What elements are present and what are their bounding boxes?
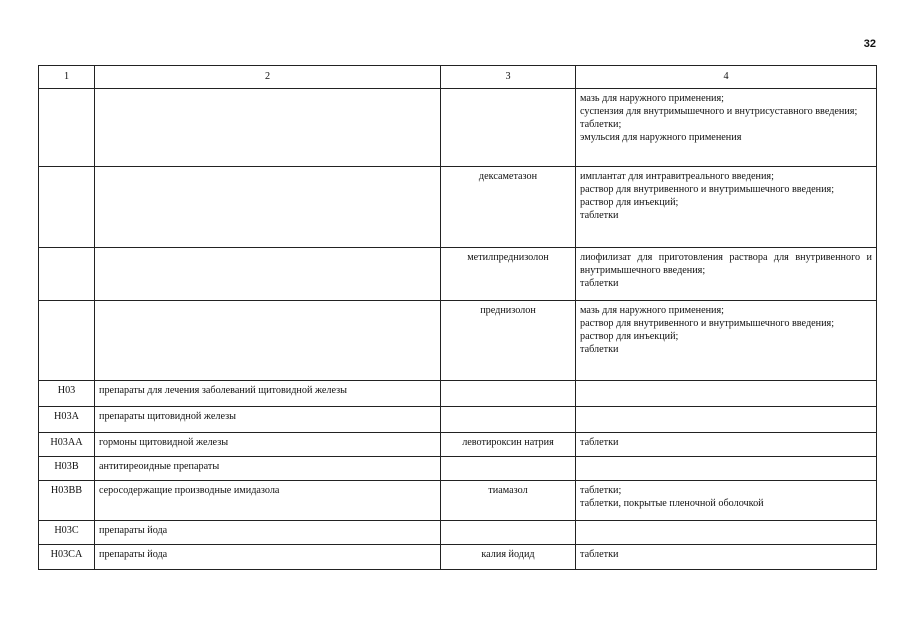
dosage-forms-cell	[576, 89, 877, 167]
dosage-form-line: эмульсия для наружного применения	[580, 132, 742, 143]
dosage-forms-cell	[576, 167, 877, 248]
drug-name-cell: преднизолон	[441, 301, 576, 381]
atc-code-cell: H03AA	[39, 433, 95, 457]
dosage-form-line: таблетки	[580, 344, 619, 355]
dosage-form-line: таблетки, покрытые пленочной оболочкой	[580, 498, 764, 509]
group-name-cell: препараты йода	[95, 521, 441, 545]
dosage-form-line: раствор для внутривенного и внутримышечного введения;	[580, 318, 835, 329]
group-name-cell: препараты йода	[95, 545, 441, 570]
drug-name-cell: тиамазол	[441, 481, 576, 521]
atc-code-cell: H03CA	[39, 545, 95, 570]
dosage-forms-cell	[576, 521, 877, 545]
table-row	[39, 248, 877, 301]
drug-name-cell	[441, 521, 576, 545]
atc-code-cell: H03C	[39, 521, 95, 545]
header-cell-3: 3	[441, 66, 576, 89]
atc-code-cell: H03B	[39, 457, 95, 481]
table-row	[39, 433, 877, 457]
table-row	[39, 407, 877, 433]
dosage-forms-cell	[576, 301, 877, 381]
header-cell-1: 1	[39, 66, 95, 89]
header-cell-2: 2	[95, 66, 441, 89]
dosage-forms-cell	[576, 381, 877, 407]
dosage-forms-cell	[576, 481, 877, 521]
drug-name-cell: калия йодид	[441, 545, 576, 570]
dosage-form-line: раствор для инъекций;	[580, 331, 679, 342]
drug-name-cell: левотироксин натрия	[441, 433, 576, 457]
atc-code-cell	[39, 167, 95, 248]
group-name-cell: антитиреоидные препараты	[95, 457, 441, 481]
dosage-form-line: мазь для наружного применения;	[580, 93, 725, 104]
dosage-forms-cell	[576, 248, 877, 301]
drug-name-cell	[441, 457, 576, 481]
drug-name-cell	[441, 381, 576, 407]
dosage-forms-cell	[576, 545, 877, 570]
dosage-form-line: таблетки	[580, 549, 619, 560]
atc-code-cell: H03A	[39, 407, 95, 433]
atc-code-cell	[39, 301, 95, 381]
drug-name-cell	[441, 407, 576, 433]
drug-name-cell	[441, 89, 576, 167]
table-row	[39, 481, 877, 521]
atc-code-cell	[39, 248, 95, 301]
table-row	[39, 381, 877, 407]
group-name-cell: препараты щитовидной железы	[95, 407, 441, 433]
dosage-form-line: имплантат для интравитреального введения;	[580, 171, 774, 182]
dosage-form-line: суспензия для внутримышечного и внутрисуставного введения;	[580, 106, 858, 117]
dosage-form-line: мазь для наружного применения;	[580, 305, 725, 316]
dosage-form-line: таблетки	[580, 210, 619, 221]
table-row	[39, 457, 877, 481]
table-row	[39, 301, 877, 381]
atc-code-cell: H03	[39, 381, 95, 407]
atc-code-cell	[39, 89, 95, 167]
dosage-forms-cell	[576, 457, 877, 481]
group-name-cell	[95, 89, 441, 167]
header-row	[39, 66, 877, 89]
drug-name-cell: метилпреднизолон	[441, 248, 576, 301]
group-name-cell: гормоны щитовидной железы	[95, 433, 441, 457]
dosage-form-line: раствор для внутривенного и внутримышечного введения;	[580, 184, 835, 195]
dosage-form-line: таблетки;	[580, 485, 622, 496]
group-name-cell	[95, 301, 441, 381]
group-name-cell: серосодержащие производные имидазола	[95, 481, 441, 521]
table-row	[39, 521, 877, 545]
atc-code-cell: H03BB	[39, 481, 95, 521]
table-body	[39, 89, 877, 570]
table-row	[39, 89, 877, 167]
dosage-form-line: таблетки	[580, 437, 619, 448]
dosage-form-line: таблетки	[580, 278, 619, 289]
header-cell-4: 4	[576, 66, 877, 89]
group-name-cell: препараты для лечения заболеваний щитовидной железы	[95, 381, 441, 407]
drug-name-cell: дексаметазон	[441, 167, 576, 248]
dosage-form-line: лиофилизат для приготовления раствора для внутривенного и внутримышечного введения;	[580, 252, 872, 276]
dosage-form-line: таблетки;	[580, 119, 622, 130]
dosage-forms-cell	[576, 407, 877, 433]
group-name-cell	[95, 248, 441, 301]
group-name-cell	[95, 167, 441, 248]
dosage-form-line: раствор для инъекций;	[580, 197, 679, 208]
drug-table	[38, 65, 877, 570]
table-row	[39, 167, 877, 248]
page-number: 32	[863, 38, 876, 50]
table-row	[39, 545, 877, 570]
dosage-forms-cell	[576, 433, 877, 457]
